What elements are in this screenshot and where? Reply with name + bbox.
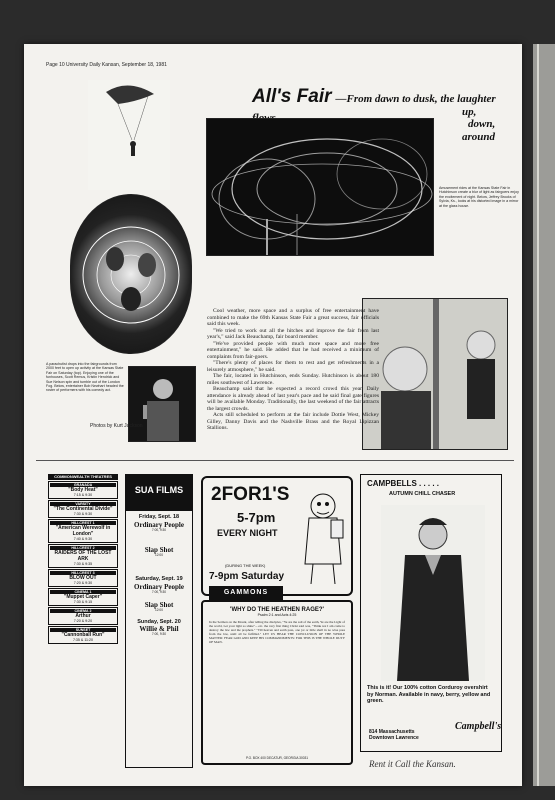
rent-it-tagline: Rent it Call the Kansan. bbox=[369, 759, 456, 769]
heathen-rage-ad bbox=[201, 600, 353, 765]
parachute-image bbox=[88, 80, 170, 190]
campbells-ad bbox=[360, 474, 502, 752]
theatre-name: HILLCREST 1 bbox=[50, 521, 116, 525]
gammons-2for1-ad bbox=[201, 476, 353, 596]
heathen-title: 'WHY DO THE HEATHEN RAGE?' bbox=[230, 607, 324, 613]
section-divider bbox=[36, 460, 514, 461]
ride-light-trails bbox=[207, 119, 434, 256]
theatre-name: HILLCREST 3 bbox=[50, 571, 116, 575]
film-title: "Cannonball Run" bbox=[61, 632, 105, 638]
showtime: 7:30 & 9:35 bbox=[73, 562, 93, 566]
cinema-listings-ad bbox=[48, 474, 118, 770]
sua-day: Sunday, Sept. 20 bbox=[137, 618, 181, 625]
showtime: 7:30 & 9:15 bbox=[73, 600, 93, 604]
sua-film: Ordinary People bbox=[134, 582, 184, 591]
sua-logo: SUA FILMS bbox=[126, 475, 192, 511]
theatre-name: VARSITY bbox=[50, 502, 116, 506]
film-title: "Muppet Caper" bbox=[63, 594, 103, 600]
sua-time: 12:00 bbox=[155, 553, 163, 558]
twofor-small: (DURING THE WEEK) bbox=[225, 563, 266, 568]
cinema-header: COMMONWEALTH THEATRES bbox=[48, 474, 118, 480]
film-title: BLOW OUT bbox=[69, 575, 97, 581]
sua-films-ad bbox=[125, 474, 193, 768]
sua-film: Slap Shot bbox=[144, 600, 174, 609]
theatre-name: CINEMA 1 bbox=[50, 590, 116, 594]
amusement-ride-photo bbox=[206, 118, 434, 256]
amusement-caption: Amusement rides at the Kansas State Fair in Hutchinson create a blur of light as fairgoers enjoy the excitement of night. Below, Jeffrey Brooks of Sylvia, Ks., looks at his distorted image in a mirror at the glass house. bbox=[439, 186, 519, 208]
cinema-entry bbox=[48, 569, 118, 587]
article-paragraph: Acts still scheduled to perform at the fair include Dottie West, Mickey Gilley, Danny Davis and the Nashville Brass and the Royal Lipizzan Stallions. bbox=[207, 412, 379, 431]
sua-time: 7:00, 9:30 bbox=[151, 632, 167, 637]
cartoon-drinker-icon bbox=[295, 484, 349, 588]
sua-day: Friday, Sept. 18 bbox=[138, 514, 180, 520]
twofor-every-night: EVERY NIGHT bbox=[217, 528, 278, 538]
headline-word-around: around bbox=[462, 131, 496, 143]
sua-film: Slap Shot bbox=[144, 546, 174, 555]
heathen-body: In the Sermon on the Mount, after telling the disciples, "Ye are the salt of the earth, Ye are the Light of the world, Let your light so shine"... etc. the very first thing Christ said was, "Think not I am come to destroy the law and the prophets." "Till heaven and earth pass, one jot or tittle shall in no wise pass from the law, until all be fulfilled." LET US HEAR THE CONCLUSION OF THE WHOLE MATTER: FEAR GOD AND KEEP HIS COMMANDMENTS: FOR THIS IS THE WHOLE DUTY OF MAN. bbox=[209, 620, 345, 644]
funhouse-figures bbox=[71, 195, 192, 354]
mirror-boy-photo bbox=[362, 298, 508, 450]
film-title: RAIDERS OF THE LOST ARK bbox=[54, 550, 112, 562]
cinema-entry bbox=[48, 519, 118, 543]
parachutist-caption: A parachutist drops into the fairgrounds from 2000 feet to open up activity at the Kansas State Fair on Saturday (top). Enjoying one of the funhouses, Scott Remus, Kristin Hendrick and Sue Nelson spin and tumble out of the London Fog. Below, entertainer Bob Newhart headed the roster of performers with his comedy act. bbox=[46, 362, 124, 393]
showtime: 7:20 & 9:30 bbox=[73, 581, 93, 585]
model-image bbox=[381, 505, 485, 681]
campbells-logo: Campbell's bbox=[455, 721, 502, 732]
headline-main: All's Fair bbox=[252, 86, 332, 107]
cinema-entry bbox=[48, 626, 118, 644]
article-paragraph: Beauchamp said that he expected a record crowd this year. Daily attendance is already ahead of last year's pace and he said final gate figures will be available Monday. Traditionally, the last weekend of the fair attracts the largest crowds. bbox=[207, 386, 379, 412]
campbells-model-photo bbox=[381, 505, 485, 681]
cinema-entry bbox=[48, 607, 118, 625]
parachutist-photo bbox=[88, 80, 170, 190]
theatre-name: SUNSET bbox=[50, 628, 116, 632]
film-title: "The Continental Divide" bbox=[53, 506, 113, 512]
headline-word-up: up, bbox=[462, 106, 477, 118]
sua-time: 12:00 bbox=[155, 607, 163, 612]
campbells-copy: This is it! Our 100% cotton Corduroy overshirt by Norman. Available in navy, berry, yellow and green. bbox=[367, 685, 491, 704]
film-title: "Body Heat" bbox=[68, 487, 98, 493]
headline-word-down: down, bbox=[468, 118, 496, 130]
heathen-sub: Psalm 2:1 and Acts 4:25 bbox=[257, 613, 297, 617]
campbells-sub: AUTUMN CHILL CHASER bbox=[389, 491, 456, 497]
sua-film: Ordinary People bbox=[134, 520, 184, 529]
campbells-address: 814 Massachusetts Downtown Lawrence bbox=[369, 729, 419, 741]
adjacent-page-edge bbox=[533, 44, 555, 786]
twofor-time: 5-7pm bbox=[237, 510, 276, 525]
showtime: 7:40 & 9:30 bbox=[73, 537, 93, 541]
twofor-saturday: 7-9pm Saturday bbox=[209, 571, 285, 582]
theatre-name: HILLCREST 2 bbox=[50, 546, 116, 550]
cinema-entry bbox=[48, 481, 118, 499]
page-folio: Page 10 University Daily Kansan, September 18, 1981 bbox=[46, 62, 167, 68]
cinema-entry bbox=[48, 544, 118, 568]
heathen-footer: P.O. BOX 400 DECATUR, GEORGIA 30031 bbox=[245, 756, 309, 760]
showtime: 7:30 & 9:30 bbox=[73, 512, 93, 516]
article-paragraph: The fair, located in Hutchinson, ends Sunday. Hutchinson is about 180 miles southwest of Lawrence. bbox=[207, 373, 379, 386]
article-paragraph: "We've provided people with much more space and more free entertainment," he said. He added that he had received a minimum of complaints from fair-goers. bbox=[207, 340, 379, 360]
sua-time: 7:00, 9:30 bbox=[151, 527, 167, 532]
sua-film: Willie & Phil bbox=[139, 625, 179, 634]
article-paragraph: "There's plenty of places for them to rest and get refreshments in a leisurely atmosphere," he said. bbox=[207, 360, 379, 373]
theatre-name: GRANADA bbox=[50, 483, 116, 487]
fair-article bbox=[207, 308, 379, 432]
cinema-entry bbox=[48, 588, 118, 606]
entertainer-image bbox=[129, 367, 196, 442]
article-paragraph: "We tried to work out all the hitches and improve the fair from last year's," said Jack Beauchamp, fair board member. bbox=[207, 327, 379, 340]
theatre-name: CINEMA 2 bbox=[50, 609, 116, 613]
headline-sub: —From dawn to dusk, the laughter bbox=[335, 93, 496, 105]
newhart-photo bbox=[128, 366, 196, 442]
film-title: "American Werewolf in London" bbox=[55, 525, 111, 537]
film-title: Arthur bbox=[75, 613, 91, 619]
showtime: 7:35 & 11:20 bbox=[72, 638, 94, 642]
showtime: 7:20 & 9:20 bbox=[73, 619, 93, 623]
cinema-entry bbox=[48, 500, 118, 518]
funhouse-photo bbox=[70, 194, 192, 354]
campbells-title: CAMPBELLS . . . . . bbox=[367, 479, 440, 488]
showtime: 7:15 & 9:30 bbox=[73, 493, 93, 497]
photo-credit: Photos by Kurt Jackson bbox=[90, 423, 143, 429]
twofor-title: 2FOR1'S bbox=[211, 484, 290, 505]
sua-time: 7:00, 9:30 bbox=[151, 589, 167, 594]
article-paragraph: Cool weather, more space and a surplus of free entertainment have combined to make the 69th Kansas State Fair a great success, fair officials said this week. bbox=[207, 308, 379, 327]
newspaper-page bbox=[24, 44, 522, 786]
mirror-boy-image bbox=[363, 299, 508, 450]
gammons-logo: GAMMONS bbox=[209, 586, 283, 600]
sua-day: Saturday, Sept. 19 bbox=[135, 576, 183, 583]
